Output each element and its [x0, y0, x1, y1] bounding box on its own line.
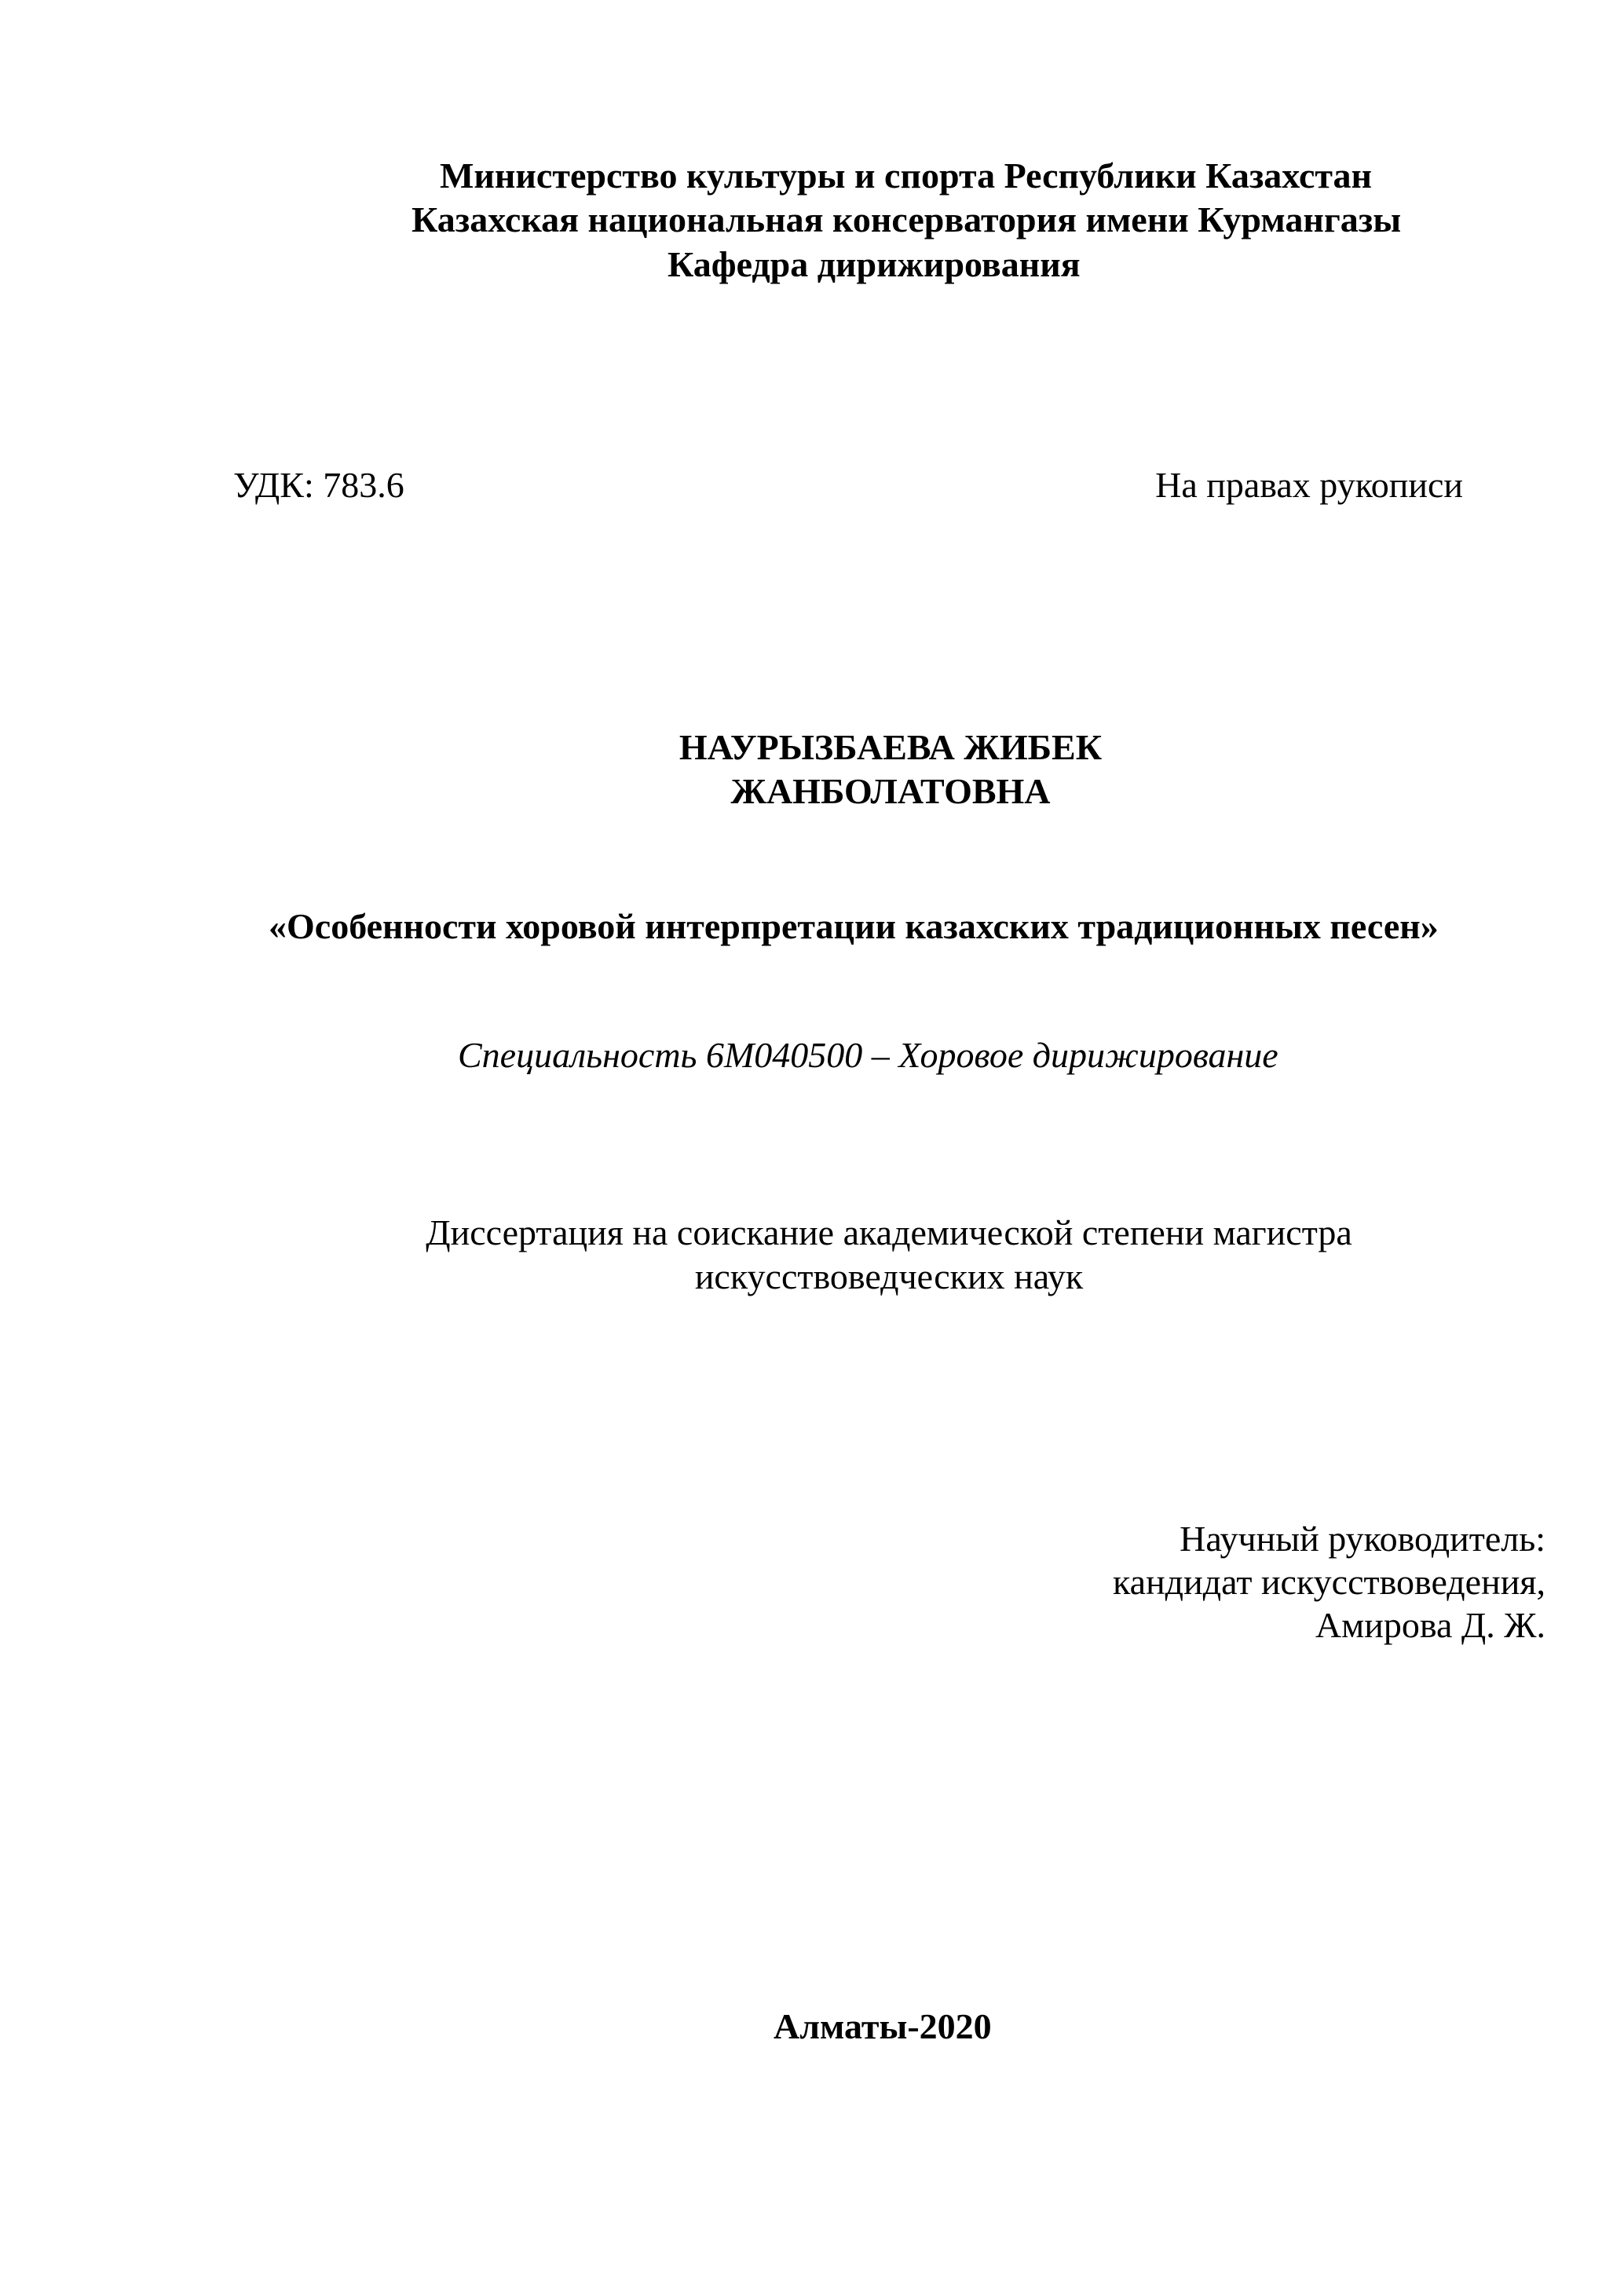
degree-statement: [77, 1211, 1624, 1299]
supervisor-label: Научный руководитель:: [1180, 1519, 1545, 1559]
rights-note: На правах рукописи: [1155, 465, 1463, 505]
supervisor-degree: кандидат искусствоведения,: [1113, 1562, 1545, 1602]
degree-line-1: Диссертация на соискание академической степени магистра: [426, 1212, 1352, 1252]
author-patronymic: ЖАНБОЛАТОВНА: [730, 771, 1051, 811]
specialty-line: Специальность 6М040500 – Хоровое дирижирование: [458, 1035, 1278, 1075]
department-line: Кафедра дирижирования: [668, 244, 1081, 284]
city-year: Алматы-2020: [774, 2006, 992, 2046]
ministry-line: Министерство культуры и спорта Республики Казахстан: [440, 155, 1373, 196]
dissertation-title: «Особенности хоровой интерпретации казахских традиционных песен»: [269, 906, 1439, 946]
author-surname-firstname: НАУРЫЗБАЕВА ЖИБЕК: [678, 727, 1103, 767]
supervisor-name: Амирова Д. Ж.: [1315, 1605, 1545, 1645]
supervisor-block: [1113, 1517, 1545, 1647]
conservatory-line: Казахская национальная консерватория имени Курмангазы: [411, 199, 1402, 239]
degree-line-2: искусствоведческих наук: [694, 1256, 1084, 1296]
author-name: [79, 726, 1624, 813]
udk-code: УДК: 783.6: [233, 465, 404, 505]
